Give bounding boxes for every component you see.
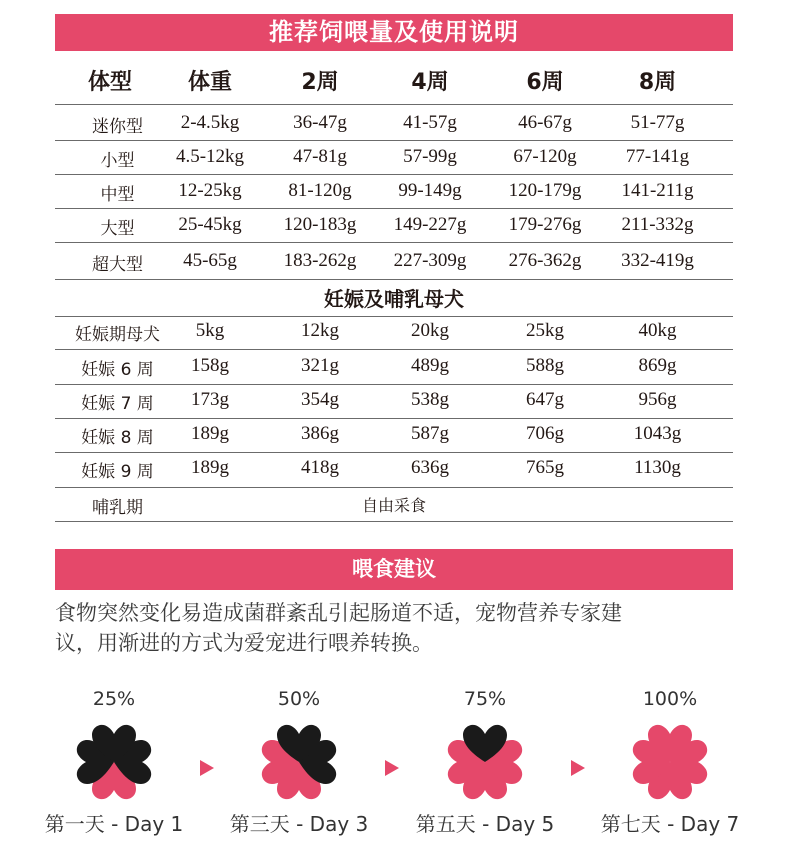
table-cell: 51-77g <box>630 112 685 133</box>
feeding-advice-banner: 喂食建议 <box>55 549 733 590</box>
table-rule <box>55 487 733 488</box>
table-cell: 179-276g <box>508 214 582 235</box>
step-percent: 50% <box>277 688 321 710</box>
header-weight: 体重 <box>187 70 232 95</box>
table-cell: 36-47g <box>293 112 347 133</box>
table-cell: 587g <box>411 423 449 444</box>
table-cell: 418g <box>301 457 339 478</box>
step-day-label: 第三天 - Day 3 <box>229 812 369 836</box>
table-cell: 354g <box>301 389 339 410</box>
next-arrow-icon <box>385 760 399 776</box>
size-row-label: 中型 <box>100 185 135 205</box>
table-rule <box>55 140 733 141</box>
table-cell: 41-57g <box>403 112 457 133</box>
table-cell: 47-81g <box>293 146 347 167</box>
table-cell: 149-227g <box>393 214 467 235</box>
clover-graphic <box>70 718 158 806</box>
table-cell: 332-419g <box>621 250 694 271</box>
clover-icon <box>626 718 714 806</box>
table-rule <box>55 521 733 522</box>
table-cell: 636g <box>411 457 449 478</box>
step-day-label: 第一天 - Day 1 <box>44 812 184 836</box>
advice-line-2: 议，用渐进的方式为爱宠进行喂养转换。 <box>55 631 433 655</box>
table-cell: 81-120g <box>288 180 352 201</box>
pregnancy-row-label: 妊娠期母犬 <box>75 325 160 345</box>
table-cell: 588g <box>526 355 564 376</box>
table-cell: 45-65g <box>183 250 237 271</box>
table-cell: 5kg <box>195 320 225 341</box>
table-rule <box>55 452 733 453</box>
table-rule <box>55 279 733 280</box>
table-rule <box>55 349 733 350</box>
table-cell: 173g <box>191 389 229 410</box>
table-cell: 25kg <box>526 320 564 341</box>
table-cell: 20kg <box>411 320 449 341</box>
size-row-label: 迷你型 <box>92 117 143 137</box>
feeding-guide-banner: 推荐饲喂量及使用说明 <box>55 14 733 51</box>
table-cell: 189g <box>191 457 229 478</box>
table-cell: 706g <box>526 423 564 444</box>
table-cell: 40kg <box>638 320 677 341</box>
next-arrow-icon <box>571 760 585 776</box>
step-day-label: 第七天 - Day 7 <box>600 812 740 836</box>
pregnancy-row-label: 妊娠 9 周 <box>81 462 154 482</box>
table-cell: 25-45kg <box>178 214 242 235</box>
size-row-label: 超大型 <box>92 255 143 275</box>
lactation-value: 自由采食 <box>361 496 426 515</box>
pregnancy-subtitle: 妊娠及哺乳母犬 <box>324 287 464 311</box>
lactation-label: 哺乳期 <box>92 498 143 518</box>
table-cell: 120-183g <box>283 214 357 235</box>
step-percent: 75% <box>463 688 507 710</box>
table-cell: 12-25kg <box>178 180 242 201</box>
size-row-label: 小型 <box>100 151 135 171</box>
pregnancy-row-label: 妊娠 8 周 <box>81 428 154 448</box>
header-week4: 4周 <box>411 70 449 95</box>
pregnancy-row-label: 妊娠 6 周 <box>81 360 154 380</box>
clover-graphic <box>626 718 714 806</box>
table-cell: 67-120g <box>513 146 577 167</box>
size-row-label: 大型 <box>100 219 135 239</box>
header-week8: 8周 <box>638 70 677 95</box>
clover-graphic <box>255 718 343 806</box>
clover-graphic <box>441 718 529 806</box>
pregnancy-row-label: 妊娠 7 周 <box>81 394 154 414</box>
table-cell: 765g <box>526 457 564 478</box>
table-cell: 183-262g <box>283 250 357 271</box>
table-cell: 99-149g <box>398 180 462 201</box>
table-cell: 158g <box>191 355 229 376</box>
table-rule <box>55 242 733 243</box>
table-cell: 120-179g <box>508 180 582 201</box>
table-cell: 489g <box>411 355 449 376</box>
table-cell: 1043g <box>633 423 682 444</box>
table-cell: 386g <box>301 423 339 444</box>
table-cell: 321g <box>301 355 339 376</box>
header-week2: 2周 <box>301 70 339 95</box>
table-cell: 538g <box>411 389 449 410</box>
clover-icon <box>70 718 158 806</box>
step-percent: 25% <box>92 688 136 710</box>
step-day-label: 第五天 - Day 5 <box>415 812 555 836</box>
table-rule <box>55 104 733 105</box>
header-body-type: 体型 <box>87 70 132 95</box>
table-cell: 2-4.5kg <box>180 112 240 133</box>
clover-icon <box>441 718 529 806</box>
advice-line-1: 食物突然变化易造成菌群紊乱引起肠道不适，宠物营养专家建 <box>55 601 622 625</box>
header-week6: 6周 <box>526 70 564 95</box>
step-percent: 100% <box>642 688 698 710</box>
table-rule <box>55 174 733 175</box>
table-cell: 12kg <box>301 320 339 341</box>
table-cell: 956g <box>638 389 677 410</box>
table-cell: 77-141g <box>625 146 690 167</box>
table-cell: 647g <box>526 389 564 410</box>
table-rule <box>55 384 733 385</box>
table-rule <box>55 208 733 209</box>
table-cell: 869g <box>638 355 677 376</box>
table-cell: 46-67g <box>518 112 572 133</box>
table-cell: 211-332g <box>621 214 694 235</box>
table-cell: 1130g <box>634 457 681 478</box>
table-cell: 4.5-12kg <box>175 146 245 167</box>
table-cell: 141-211g <box>621 180 694 201</box>
table-cell: 57-99g <box>403 146 457 167</box>
advice-paragraph <box>55 598 755 658</box>
table-rule <box>55 418 733 419</box>
table-cell: 276-362g <box>508 250 582 271</box>
table-cell: 189g <box>191 423 229 444</box>
table-cell: 227-309g <box>393 250 467 271</box>
clover-icon <box>255 718 343 806</box>
table-rule <box>55 316 733 317</box>
next-arrow-icon <box>200 760 214 776</box>
